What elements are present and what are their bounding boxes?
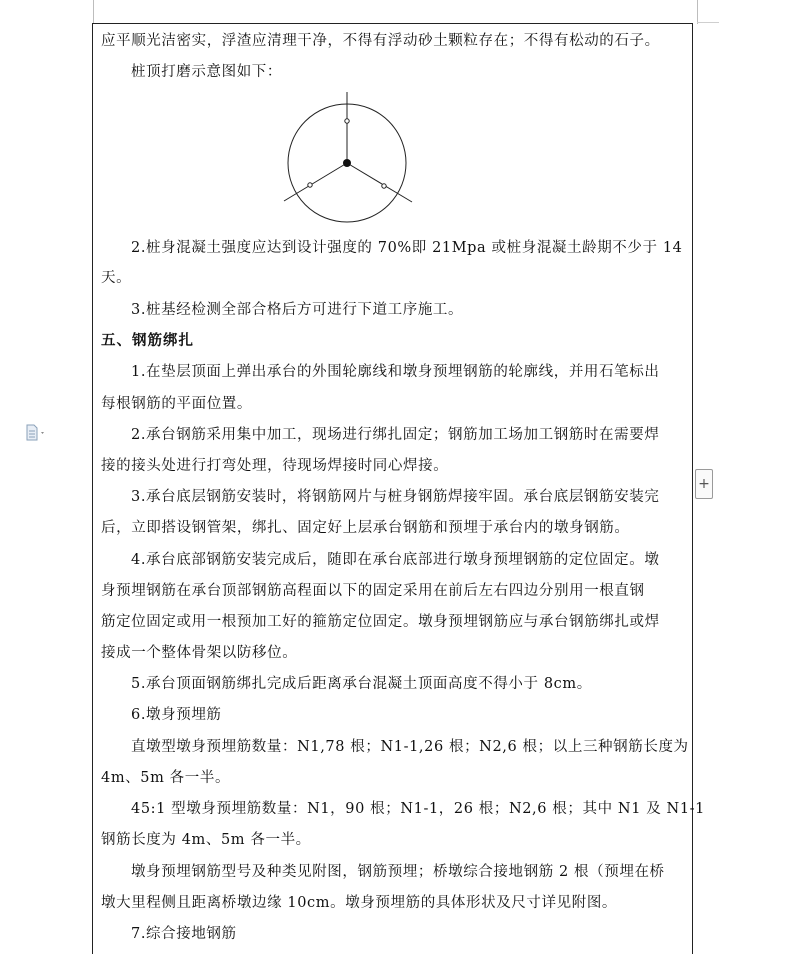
paragraph-text: 接成一个整体骨架以防移位。: [101, 645, 298, 661]
margin-corner-right: [697, 0, 708, 24]
paragraph-text: 2.承台钢筋采用集中加工，现场进行绑扎固定；钢筋加工场加工钢筋时在需要焊: [131, 427, 660, 443]
paragraph-text: 3.承台底层钢筋安装时，将钢筋网片与桩身钢筋焊接牢固。承台底层钢筋安装完: [131, 489, 660, 505]
paragraph-text: 身预埋钢筋在承台顶部钢筋高程面以下的固定采用在前后左右四边分别用一根直钢: [101, 583, 645, 599]
plus-icon[interactable]: +: [695, 469, 713, 499]
margin-tick: [697, 22, 719, 23]
paragraph-text: 4m、5m 各一半。: [101, 770, 231, 786]
margin-corner-left: [83, 0, 94, 24]
paragraph-text: 直墩型墩身预埋筋数量：N1,78 根；N1-1,26 根；N2,6 根；以上三种钢筋长度为: [131, 739, 689, 755]
paragraph-text: 墩身预埋钢筋型号及种类见附图，钢筋预埋；桥墩综合接地钢筋 2 根（预埋在桥: [131, 864, 665, 880]
paragraph-text: 7.综合接地钢筋: [131, 926, 237, 942]
paragraph-text: 墩大里程侧且距离桥墩边缘 10cm。墩身预埋筋的具体形状及尺寸详见附图。: [101, 895, 618, 911]
paragraph-text: 3.桩基经检测全部合格后方可进行下道工序施工。: [131, 302, 464, 318]
paragraph-text: 45:1 型墩身预埋筋数量：N1，90 根；N1-1，26 根；N2,6 根；其中 N1 及 N1-1: [131, 801, 705, 817]
section-heading: 五、钢筋绑扎: [101, 333, 194, 349]
paragraph-text: 钢筋长度为 4m、5m 各一半。: [101, 832, 311, 848]
paragraph-text: 接的接头处进行打弯处理，待现场焊接时同心焊接。: [101, 458, 449, 474]
paragraph-text: 筋定位固定或用一根预加工好的箍筋定位固定。墩身预埋钢筋应与承台钢筋绑扎或焊: [101, 614, 660, 630]
paragraph-text: 后，立即搭设钢管架，绑扎、固定好上层承台钢筋和预埋于承台内的墩身钢筋。: [101, 520, 630, 536]
paragraph-text: 桩顶打磨示意图如下：: [131, 64, 282, 80]
pile-grinding-diagram: [278, 88, 418, 224]
page-top-margin: [0, 0, 792, 24]
paragraph-text: 6.墩身预埋筋: [131, 707, 222, 723]
paragraph-text: 5.承台顶面钢筋绑扎完成后距离承台混凝土顶面高度不得小于 8cm。: [131, 676, 592, 692]
paragraph-text: 每根钢筋的平面位置。: [101, 396, 252, 412]
paragraph-text: 4.承台底部钢筋安装完成后，随即在承台底部进行墩身预埋钢筋的定位固定。墩: [131, 552, 660, 568]
paragraph-text: 天。: [101, 270, 132, 286]
document-icon[interactable]: [25, 424, 47, 442]
paragraph-text: 1.在垫层顶面上弹出承台的外围轮廓线和墩身预埋钢筋的轮廓线，并用石笔标出: [131, 364, 660, 380]
paragraph-text: 2.桩身混凝土强度应达到设计强度的 70%即 21Mpa 或桩身混凝土龄期不少于 14: [131, 240, 683, 256]
paragraph-text: 应平顺光洁密实，浮渣应清理干净，不得有浮动砂土颗粒存在；不得有松动的石子。: [101, 33, 660, 49]
